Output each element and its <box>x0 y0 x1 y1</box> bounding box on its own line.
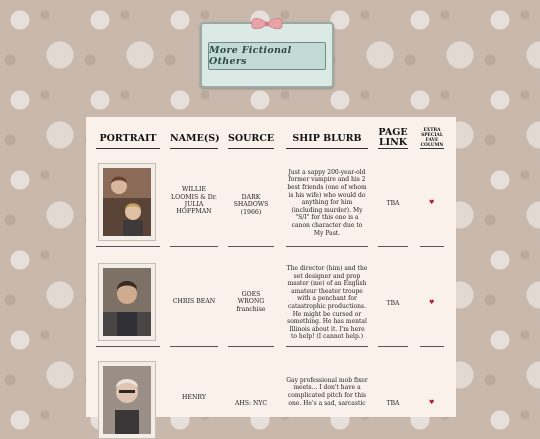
row-page-link[interactable]: TBA <box>386 400 400 408</box>
portrait-photo <box>103 366 151 434</box>
portrait-chris-bean <box>98 263 156 341</box>
header-ship-blurb: SHIP BLURB <box>292 133 362 144</box>
row-page-link[interactable]: TBA <box>386 300 400 308</box>
banner-plate <box>208 42 326 70</box>
row-page-link[interactable]: TBA <box>386 200 400 208</box>
header-extra-fave: EXTRA SPECIAL FAVE COLUMN <box>420 128 444 148</box>
row-separator <box>170 246 218 247</box>
row-separator <box>378 346 408 347</box>
header-underline <box>170 148 218 149</box>
row-names: HENRY <box>182 394 206 402</box>
row-separator <box>286 246 368 247</box>
header-underline <box>228 148 274 149</box>
row-names: WILLIE LOOMIS & Dr. JULIA HOFFMAN <box>171 186 217 216</box>
row-separator <box>420 346 444 347</box>
row-source: DARK SHADOWS (1966) <box>233 193 269 216</box>
site-banner <box>200 22 334 88</box>
row-blurb: Gay professional mob fixer meets... I don't have a complicated pitch for this one. He's a sad, sarcastic <box>286 376 368 407</box>
row-separator <box>96 346 160 347</box>
row-source: AHS: NYC <box>234 400 268 408</box>
row-separator <box>96 246 160 247</box>
header-portrait: PORTRAIT <box>99 133 157 144</box>
bow-decoration-icon <box>242 16 292 32</box>
portrait-photo <box>103 268 151 336</box>
portrait-henry <box>98 361 156 439</box>
row-source: GOES WRONG franchise <box>236 290 266 313</box>
header-underline <box>378 148 408 149</box>
header-names: NAME(S) <box>170 133 220 144</box>
row-separator <box>286 346 368 347</box>
heart-icon: ♥ <box>429 299 435 306</box>
heart-icon: ♥ <box>429 399 435 406</box>
row-separator <box>228 346 274 347</box>
header-source: SOURCE <box>228 133 275 144</box>
row-separator <box>378 246 408 247</box>
row-names: CHRIS BEAN <box>172 298 216 306</box>
header-underline <box>96 148 160 149</box>
header-underline <box>420 148 444 149</box>
portrait-photo <box>103 168 151 236</box>
row-separator <box>228 246 274 247</box>
ships-table-panel <box>86 117 456 417</box>
portrait-willie-julia <box>98 163 156 241</box>
row-blurb: The director (him) and the set designer and prop master (me) of an English amateur theater troupe with a penchant for catastrophic productions. He might be cursed or something. He has mental Illinois about it. I'm here to help! (I cannot help.) <box>286 265 368 341</box>
banner-title: More Fictional Others <box>209 45 292 67</box>
header-underline <box>286 148 368 149</box>
heart-icon: ♥ <box>429 199 435 206</box>
row-separator <box>420 246 444 247</box>
row-separator <box>170 346 218 347</box>
row-blurb: Just a sappy 200-year-old former vampire and his 2 best friends (one of whom is his wife) who would do anything for him (including murder). My "S/I" for this one is a canon character due to My Past. <box>287 168 367 237</box>
header-page-link: PAGE LINK <box>378 127 408 148</box>
